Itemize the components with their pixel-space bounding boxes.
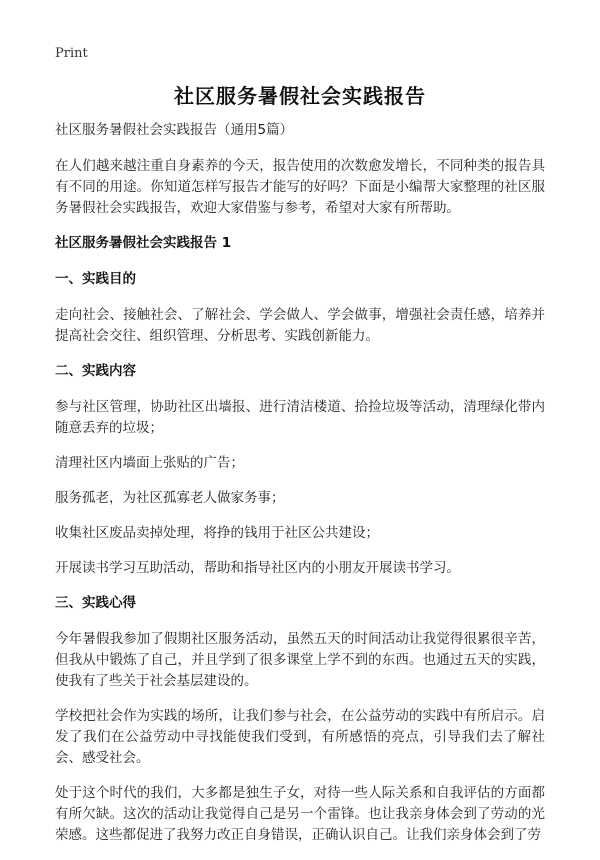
article-subtitle: 社区服务暑假社会实践报告（通用5篇） <box>55 122 294 138</box>
print-link[interactable]: Print <box>55 46 88 61</box>
reflection-paragraph: 学校把社会作为实践的场所，让我们参与社会，在公益劳动的实践中有所启示。启发了我们在公益劳动中寻找能使我们受到，有所感悟的亮点，引导我们去了解社会、感受社会。 <box>55 708 545 766</box>
content-item: 清理社区内墙面上张贴的广告； <box>55 455 244 471</box>
reflection-paragraph: 今年暑假我参加了假期社区服务活动，虽然五天的时间活动让我觉得很累很辛苦，但我从中锻炼了自己，并且学到了很多课堂上学不到的东西。也通过五天的实践，使我有了些关于社会基层建设的。 <box>55 631 545 689</box>
section-reflection-heading: 三、实践心得 <box>55 595 136 611</box>
reflection-paragraph: 处于这个时代的我们，大多都是独生子女，对待一些人际关系和自我评估的方面都有所欠缺。这次的活动让我觉得自己是另一个雷锋。也让我亲身体会到了劳动的光荣感。这些都促进了我努力改正自身错误，正确认识自己。让我们亲身体会到了劳 <box>55 785 545 843</box>
intro-paragraph: 在人们越来越注重自身素养的今天，报告使用的次数愈发增长，不同种类的报告具有不同的用途。你知道怎样写报告才能写的好吗？下面是小编帮大家整理的社区服务暑假社会实践报告，欢迎大家借鉴与参考，希望对大家有所帮助。 <box>55 158 545 216</box>
content-item: 开展读书学习互助活动，帮助和指导社区内的小朋友开展读书学习。 <box>55 560 460 576</box>
section-content-heading: 二、实践内容 <box>55 363 136 379</box>
article-body <box>55 120 545 860</box>
page-title: 社区服务暑假社会实践报告 <box>174 84 426 108</box>
section-purpose-heading: 一、实践目的 <box>55 271 136 287</box>
content-item: 参与社区管理，协助社区出墙报、进行清洁楼道、拾捡垃圾等活动，清理绿化带内随意丢弃的垃圾； <box>55 399 545 436</box>
content-item: 服务孤老，为社区孤寡老人做家务事； <box>55 490 285 506</box>
report-1-title: 社区服务暑假社会实践报告 1 <box>55 235 232 251</box>
section-purpose-text: 走向社会、接触社会、了解社会、学会做人、学会做事，增强社会责任感，培养并提高社会交往、组织管理、分析思考、实践创新能力。 <box>55 307 545 344</box>
content-item: 收集社区废品卖掉处理，将挣的钱用于社区公共建设； <box>55 525 379 541</box>
